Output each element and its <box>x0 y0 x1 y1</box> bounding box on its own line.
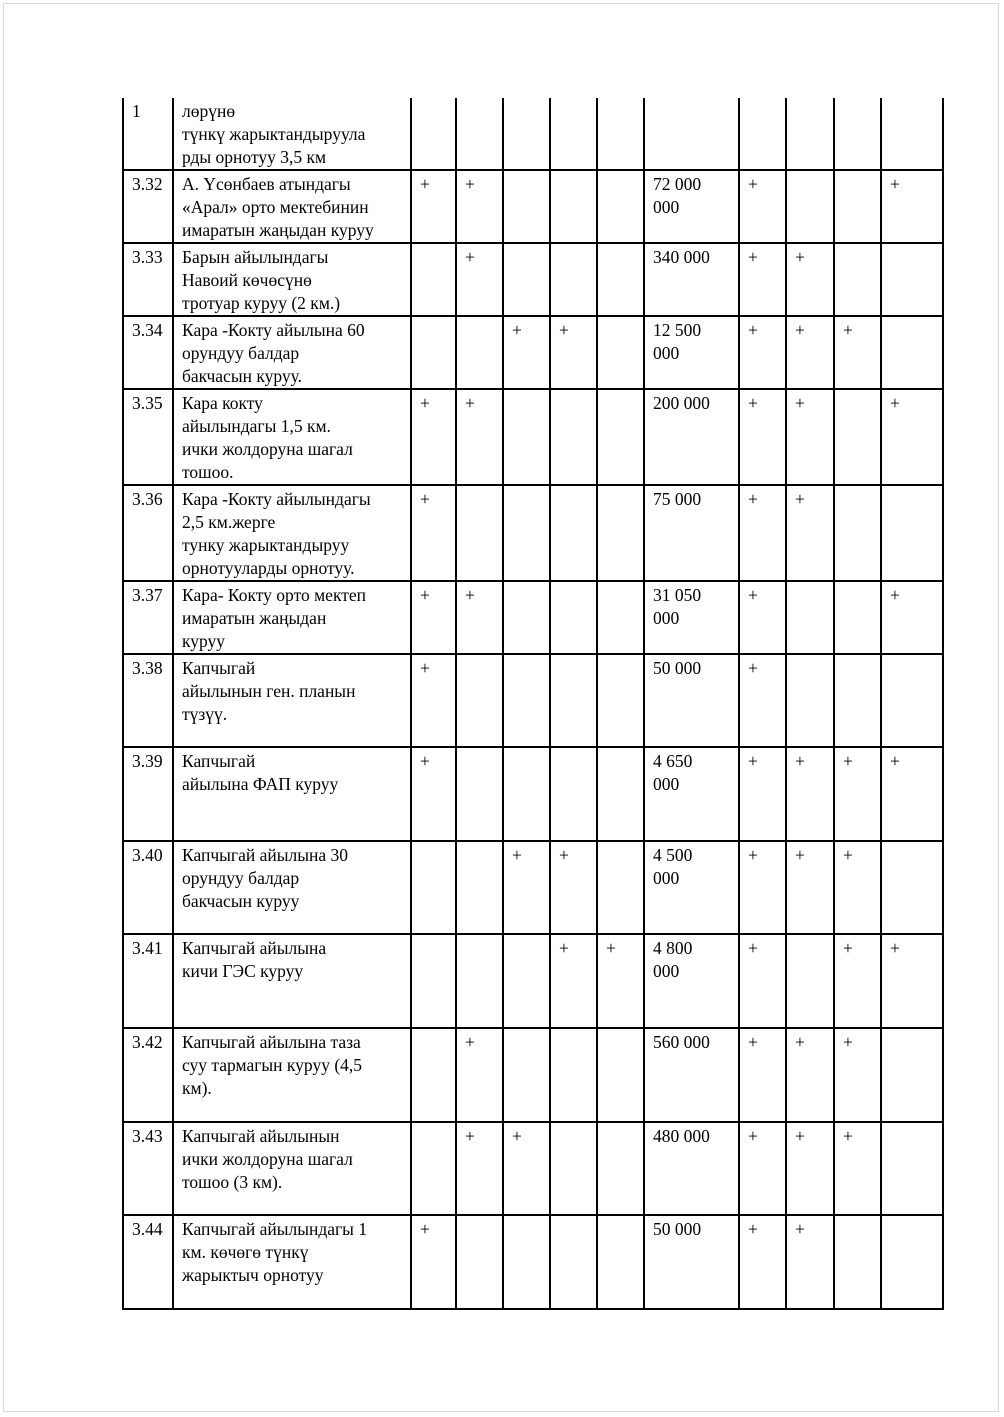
funding-mark-cell: + <box>739 1215 786 1309</box>
table-row <box>123 485 943 581</box>
timeline-mark-cell <box>503 934 550 1028</box>
item-number-cell: 3.42 <box>123 1028 173 1122</box>
cost-cell <box>644 98 739 170</box>
funding-mark-cell <box>739 98 786 170</box>
timeline-mark-cell <box>597 485 644 581</box>
item-description-cell: Кара- Кокту орто мектеп имаратын жаңыдан куруу <box>173 581 411 654</box>
item-number-cell: 3.40 <box>123 841 173 934</box>
timeline-mark-cell <box>411 98 456 170</box>
timeline-mark-cell: + <box>411 747 456 841</box>
funding-mark-cell: + <box>739 243 786 316</box>
funding-mark-cell <box>834 581 881 654</box>
timeline-mark-cell: + <box>411 485 456 581</box>
timeline-mark-cell <box>550 747 597 841</box>
item-description-cell: Кара -Кокту айылындагы 2,5 км.жерге тунку жарыктандыруу орнотууларды орнотуу. <box>173 485 411 581</box>
funding-mark-cell <box>786 581 834 654</box>
timeline-mark-cell: + <box>411 1215 456 1309</box>
funding-mark-cell: + <box>834 316 881 389</box>
timeline-mark-cell <box>411 316 456 389</box>
item-number-cell: 3.33 <box>123 243 173 316</box>
funding-mark-cell: + <box>739 1122 786 1215</box>
table-row <box>123 1122 943 1215</box>
timeline-mark-cell <box>503 485 550 581</box>
timeline-mark-cell <box>597 98 644 170</box>
item-description-cell: Кара -Кокту айылына 60 орундуу балдар бакчасын куруу. <box>173 316 411 389</box>
timeline-mark-cell <box>597 654 644 747</box>
funding-mark-cell: + <box>834 1028 881 1122</box>
item-description-cell: Капчыгай айылынын ички жолдоруна шагал тошоо (3 км). <box>173 1122 411 1215</box>
timeline-mark-cell <box>550 1122 597 1215</box>
timeline-mark-cell <box>456 316 503 389</box>
timeline-mark-cell <box>550 654 597 747</box>
funding-mark-cell: + <box>786 1028 834 1122</box>
funding-mark-cell <box>786 654 834 747</box>
timeline-mark-cell <box>597 170 644 243</box>
funding-mark-cell: + <box>834 747 881 841</box>
table-row <box>123 1215 943 1309</box>
timeline-mark-cell <box>503 1215 550 1309</box>
funding-mark-cell: + <box>786 243 834 316</box>
funding-mark-cell: + <box>739 1028 786 1122</box>
item-number-cell: 3.41 <box>123 934 173 1028</box>
funding-mark-cell <box>881 654 943 747</box>
item-number-cell: 3.34 <box>123 316 173 389</box>
timeline-mark-cell <box>411 1122 456 1215</box>
timeline-mark-cell: + <box>456 389 503 485</box>
funding-mark-cell: + <box>739 170 786 243</box>
timeline-mark-cell <box>503 747 550 841</box>
timeline-mark-cell: + <box>456 243 503 316</box>
timeline-mark-cell <box>503 243 550 316</box>
cost-cell: 340 000 <box>644 243 739 316</box>
funding-mark-cell: + <box>834 934 881 1028</box>
timeline-mark-cell <box>411 243 456 316</box>
timeline-mark-cell: + <box>456 581 503 654</box>
timeline-mark-cell: + <box>411 581 456 654</box>
table-row <box>123 389 943 485</box>
timeline-mark-cell <box>597 1122 644 1215</box>
timeline-mark-cell <box>550 485 597 581</box>
table-row <box>123 841 943 934</box>
timeline-mark-cell: + <box>503 1122 550 1215</box>
item-description-cell: Капчыгай айылындагы 1 км. көчөгө түнкү жарыктыч орнотуу <box>173 1215 411 1309</box>
funding-mark-cell: + <box>739 316 786 389</box>
item-number-cell: 3.32 <box>123 170 173 243</box>
item-description-cell: Капчыгай айылына ФАП куруу <box>173 747 411 841</box>
timeline-mark-cell <box>503 98 550 170</box>
timeline-mark-cell <box>597 316 644 389</box>
cost-cell: 200 000 <box>644 389 739 485</box>
item-description-cell: Капчыгай айылына таза суу тармагын куруу (4,5 км). <box>173 1028 411 1122</box>
funding-mark-cell <box>881 1215 943 1309</box>
item-number-cell: 3.44 <box>123 1215 173 1309</box>
funding-mark-cell <box>881 316 943 389</box>
timeline-mark-cell <box>503 654 550 747</box>
timeline-mark-cell <box>456 1215 503 1309</box>
funding-mark-cell: + <box>786 389 834 485</box>
cost-cell: 560 000 <box>644 1028 739 1122</box>
timeline-mark-cell: + <box>550 841 597 934</box>
timeline-mark-cell: + <box>597 934 644 1028</box>
table-row <box>123 581 943 654</box>
item-number-cell: 3.36 <box>123 485 173 581</box>
funding-mark-cell <box>834 170 881 243</box>
funding-mark-cell <box>881 485 943 581</box>
plan-table-body <box>123 98 943 1309</box>
funding-mark-cell <box>881 98 943 170</box>
cost-cell: 50 000 <box>644 654 739 747</box>
timeline-mark-cell: + <box>411 170 456 243</box>
funding-mark-cell: + <box>786 316 834 389</box>
funding-mark-cell <box>834 243 881 316</box>
timeline-mark-cell <box>550 243 597 316</box>
funding-mark-cell <box>786 934 834 1028</box>
funding-mark-cell: + <box>786 841 834 934</box>
cost-cell: 31 050 000 <box>644 581 739 654</box>
funding-mark-cell: + <box>834 841 881 934</box>
timeline-mark-cell <box>456 654 503 747</box>
funding-mark-cell: + <box>881 389 943 485</box>
funding-mark-cell: + <box>739 654 786 747</box>
cost-cell: 12 500 000 <box>644 316 739 389</box>
item-description-cell: А. Үсөнбаев атындагы «Арал» орто мектебинин имаратын жаңыдан куруу <box>173 170 411 243</box>
timeline-mark-cell: + <box>411 654 456 747</box>
table-row <box>123 654 943 747</box>
funding-mark-cell: + <box>739 841 786 934</box>
funding-mark-cell: + <box>881 934 943 1028</box>
timeline-mark-cell <box>411 934 456 1028</box>
plan-table <box>122 98 944 1310</box>
item-description-cell: Кара кокту айылындагы 1,5 км. ички жолдоруна шагал тошоо. <box>173 389 411 485</box>
funding-mark-cell: + <box>739 485 786 581</box>
funding-mark-cell: + <box>786 485 834 581</box>
item-number-cell: 3.37 <box>123 581 173 654</box>
timeline-mark-cell <box>597 389 644 485</box>
timeline-mark-cell: + <box>456 1122 503 1215</box>
timeline-mark-cell <box>550 389 597 485</box>
funding-mark-cell: + <box>786 747 834 841</box>
table-row <box>123 98 943 170</box>
timeline-mark-cell <box>503 1028 550 1122</box>
item-number-cell: 3.39 <box>123 747 173 841</box>
item-number-cell: 3.43 <box>123 1122 173 1215</box>
timeline-mark-cell <box>550 170 597 243</box>
timeline-mark-cell <box>503 581 550 654</box>
funding-mark-cell <box>881 243 943 316</box>
funding-mark-cell: + <box>881 581 943 654</box>
item-number-cell: 3.38 <box>123 654 173 747</box>
item-description-cell: Капчыгай айылына 30 орундуу балдар бакчасын куруу <box>173 841 411 934</box>
timeline-mark-cell <box>411 841 456 934</box>
funding-mark-cell: + <box>739 389 786 485</box>
timeline-mark-cell <box>411 1028 456 1122</box>
funding-mark-cell <box>786 98 834 170</box>
cost-cell: 480 000 <box>644 1122 739 1215</box>
timeline-mark-cell <box>597 581 644 654</box>
item-number-cell: 1 <box>123 98 173 170</box>
timeline-mark-cell <box>597 841 644 934</box>
timeline-mark-cell: + <box>456 1028 503 1122</box>
cost-cell: 4 500 000 <box>644 841 739 934</box>
timeline-mark-cell: + <box>456 170 503 243</box>
timeline-mark-cell: + <box>411 389 456 485</box>
funding-mark-cell <box>881 1122 943 1215</box>
timeline-mark-cell <box>456 841 503 934</box>
timeline-mark-cell <box>503 170 550 243</box>
item-description-cell: Капчыгай айылына кичи ГЭС куруу <box>173 934 411 1028</box>
table-row <box>123 934 943 1028</box>
timeline-mark-cell: + <box>550 316 597 389</box>
table-row <box>123 316 943 389</box>
funding-mark-cell <box>834 389 881 485</box>
timeline-mark-cell: + <box>503 841 550 934</box>
item-description-cell: Барын айылындагы Навоий көчөсүнө тротуар куруу (2 км.) <box>173 243 411 316</box>
item-description-cell: Капчыгай айылынын ген. планын түзүү. <box>173 654 411 747</box>
timeline-mark-cell <box>597 747 644 841</box>
funding-mark-cell <box>834 485 881 581</box>
funding-mark-cell: + <box>739 581 786 654</box>
table-row <box>123 243 943 316</box>
timeline-mark-cell <box>456 98 503 170</box>
table-row <box>123 170 943 243</box>
timeline-mark-cell <box>597 1215 644 1309</box>
funding-mark-cell: + <box>881 747 943 841</box>
funding-mark-cell: + <box>834 1122 881 1215</box>
funding-mark-cell: + <box>739 934 786 1028</box>
cost-cell: 4 650 000 <box>644 747 739 841</box>
timeline-mark-cell <box>597 1028 644 1122</box>
timeline-mark-cell <box>550 1028 597 1122</box>
funding-mark-cell <box>834 654 881 747</box>
funding-mark-cell <box>881 1028 943 1122</box>
cost-cell: 72 000 000 <box>644 170 739 243</box>
cost-cell: 75 000 <box>644 485 739 581</box>
timeline-mark-cell <box>456 934 503 1028</box>
timeline-mark-cell: + <box>503 316 550 389</box>
funding-mark-cell: + <box>881 170 943 243</box>
timeline-mark-cell <box>550 98 597 170</box>
funding-mark-cell: + <box>739 747 786 841</box>
item-description-cell: лөрүнө түнкү жарыктандыруула рды орнотуу 3,5 км <box>173 98 411 170</box>
timeline-mark-cell <box>456 485 503 581</box>
cost-cell: 4 800 000 <box>644 934 739 1028</box>
funding-mark-cell <box>834 98 881 170</box>
timeline-mark-cell <box>550 581 597 654</box>
timeline-mark-cell <box>550 1215 597 1309</box>
funding-mark-cell: + <box>786 1215 834 1309</box>
timeline-mark-cell <box>456 747 503 841</box>
table-row <box>123 1028 943 1122</box>
funding-mark-cell <box>834 1215 881 1309</box>
table-row <box>123 747 943 841</box>
funding-mark-cell: + <box>786 1122 834 1215</box>
timeline-mark-cell <box>597 243 644 316</box>
funding-mark-cell <box>881 841 943 934</box>
timeline-mark-cell <box>503 389 550 485</box>
timeline-mark-cell: + <box>550 934 597 1028</box>
cost-cell: 50 000 <box>644 1215 739 1309</box>
item-number-cell: 3.35 <box>123 389 173 485</box>
funding-mark-cell <box>786 170 834 243</box>
